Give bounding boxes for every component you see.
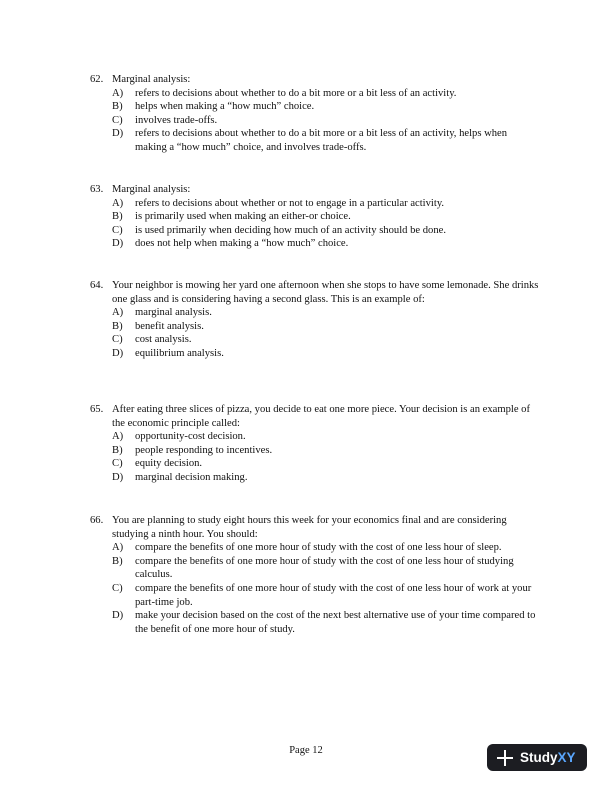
answer-option — [112, 541, 540, 555]
brand-name: Study — [520, 750, 558, 765]
option-letter: B) — [112, 320, 123, 332]
option-text: compare the benefits of one more hour of study with the cost of one less hour of sleep. — [135, 542, 502, 554]
question-stem: You are planning to study eight hours this week for your economics final and are considering studying a ninth hour. You should: — [112, 515, 507, 540]
option-letter: D) — [112, 128, 124, 140]
option-text: is primarily used when making an either-or choice. — [135, 211, 351, 223]
option-text: compare the benefits of one more hour of study with the cost of one less hour of studying calculus. — [135, 555, 514, 581]
option-letter: A) — [112, 197, 124, 209]
question-number: 63. — [90, 184, 104, 195]
answer-option — [112, 471, 540, 485]
answer-option — [112, 127, 540, 154]
option-text: people responding to incentives. — [135, 444, 273, 456]
studyxy-badge[interactable] — [487, 744, 587, 771]
option-text: benefit analysis. — [135, 320, 204, 332]
answer-option — [112, 582, 540, 609]
option-letter: C) — [112, 334, 123, 346]
plus-icon — [497, 750, 513, 766]
answer-option — [112, 224, 540, 238]
option-letter: B) — [112, 211, 123, 223]
option-text: refers to decisions about whether or not to engage in a particular activity. — [135, 197, 445, 209]
option-letter: C) — [112, 458, 123, 470]
question-stem: Marginal analysis: — [112, 74, 191, 85]
option-text: does not help when making a “how much” choice. — [135, 238, 349, 250]
answer-option — [112, 87, 540, 101]
question-stem: Your neighbor is mowing her yard one afternoon when she stops to have some lemonade. She drinks one glass and is considering having a second glass. This is an example of: — [112, 280, 539, 305]
option-letter: C) — [112, 114, 123, 126]
option-text: marginal analysis. — [135, 307, 212, 319]
answer-option — [112, 333, 540, 347]
question-number: 64. — [90, 280, 104, 291]
option-text: equity decision. — [135, 458, 203, 470]
answer-option — [112, 430, 540, 444]
option-text: cost analysis. — [135, 334, 192, 346]
answer-option — [112, 197, 540, 211]
option-letter: A) — [112, 542, 124, 554]
option-letter: B) — [112, 444, 123, 456]
question-stem: After eating three slices of pizza, you decide to eat one more piece. Your decision is an example of the economic principle called: — [112, 404, 531, 429]
option-letter: C) — [112, 224, 123, 236]
option-text: marginal decision making. — [135, 471, 248, 483]
option-letter: B) — [112, 101, 123, 113]
option-letter: B) — [112, 555, 123, 567]
answer-option — [112, 100, 540, 114]
question-63 — [90, 183, 540, 251]
question-66 — [90, 514, 540, 636]
option-text: refers to decisions about whether to do a bit more or a bit less of an activity, helps when making a “how much” choice, and involves trade-offs. — [135, 128, 508, 153]
answer-option — [112, 320, 540, 334]
question-62 — [90, 73, 540, 155]
answer-option — [112, 114, 540, 128]
answer-option — [112, 306, 540, 320]
question-64 — [90, 279, 540, 361]
option-letter: A) — [112, 307, 124, 319]
option-letter: D) — [112, 347, 124, 359]
answer-option — [112, 609, 540, 636]
option-letter: C) — [112, 582, 123, 594]
option-text: compare the benefits of one more hour of study with the cost of one less hour of work at your part-time job. — [135, 582, 532, 608]
page-number: Page 12 — [289, 745, 323, 756]
option-text: make your decision based on the cost of the next best alternative use of your time compared to the benefit of one more hour of study. — [135, 610, 536, 635]
answer-option — [112, 457, 540, 471]
answer-option — [112, 347, 540, 361]
answer-option — [112, 210, 540, 224]
question-number: 62. — [90, 74, 104, 85]
option-text: is used primarily when deciding how much of an activity should be done. — [135, 224, 446, 236]
answer-option — [112, 444, 540, 458]
option-letter: A) — [112, 87, 124, 99]
option-letter: A) — [112, 431, 124, 443]
option-text: equilibrium analysis. — [135, 347, 224, 359]
option-text: opportunity-cost decision. — [135, 431, 246, 443]
option-letter: D) — [112, 610, 124, 622]
option-letter: D) — [112, 238, 124, 250]
question-65 — [90, 403, 540, 485]
option-text: refers to decisions about whether to do a bit more or a bit less of an activity. — [135, 87, 457, 99]
question-number: 66. — [90, 515, 104, 526]
answer-option — [112, 555, 540, 582]
option-text: helps when making a “how much” choice. — [135, 101, 315, 113]
question-stem: Marginal analysis: — [112, 184, 191, 195]
brand-accent: XY — [557, 750, 576, 765]
question-number: 65. — [90, 404, 104, 415]
option-letter: D) — [112, 471, 124, 483]
answer-option — [112, 237, 540, 251]
option-text: involves trade-offs. — [135, 114, 218, 126]
